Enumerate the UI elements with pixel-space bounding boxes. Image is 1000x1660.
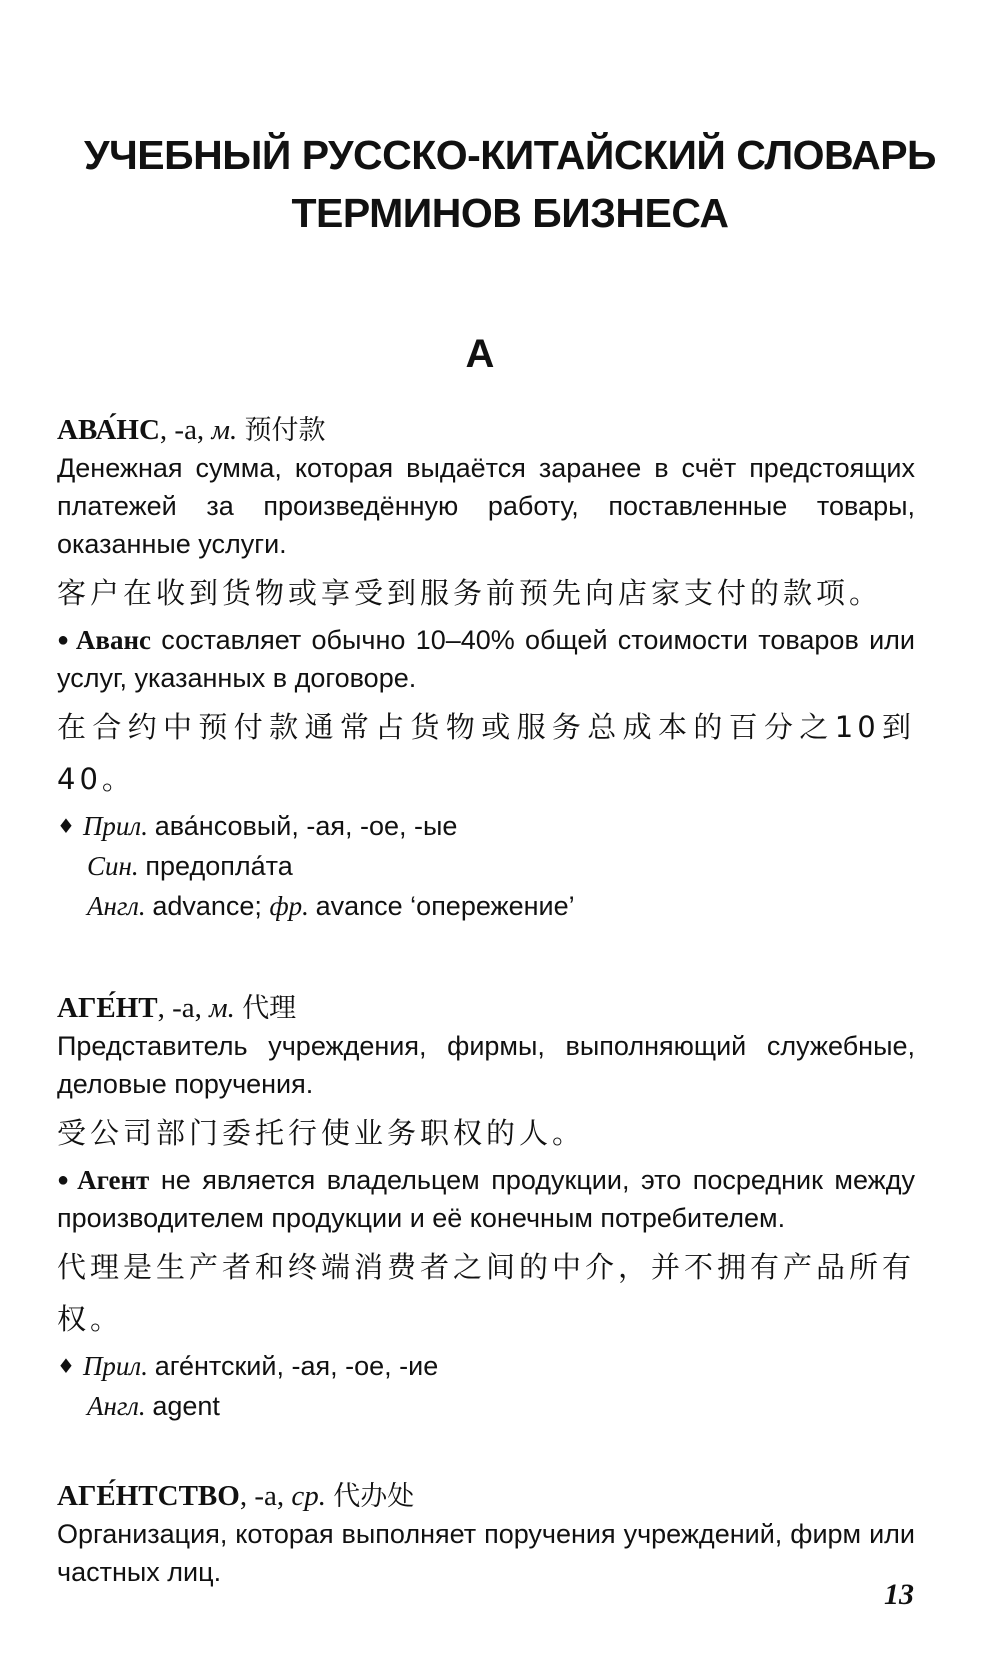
definition: Организация, которая выполняет поручения учреждений, фирм или частных лиц. [57, 1519, 915, 1587]
title-line-2: ТЕРМИНОВ БИЗНЕСА [291, 190, 729, 236]
entry-head [57, 1478, 915, 1515]
definition-chinese: 客户在收到货物或享受到服务前预先向店家支付的款项。 [57, 576, 883, 610]
word-forms: , -а, [157, 992, 210, 1024]
example-text: составляет обычно 10–40% общей стоимости товаров или услуг, указанных в договоре. [57, 625, 915, 693]
fr-label: фр. [269, 891, 309, 921]
page-number: 13 [884, 1578, 914, 1611]
example-chinese: 代理是生产者和终端消费者之间的中介，并不拥有产品所有权。 [57, 1250, 916, 1336]
chinese-translation: 预付款 [244, 415, 326, 446]
derivative-adjective [57, 1347, 915, 1385]
example [57, 1161, 915, 1237]
gender-label: м. [211, 414, 238, 446]
headword: АГЕ́НТСТВО [57, 1480, 240, 1512]
example [57, 621, 915, 697]
chinese-translation: 代理 [242, 993, 297, 1024]
section-letter: А [465, 332, 495, 376]
synonym [57, 847, 915, 885]
headword: АВА́НС [57, 414, 160, 446]
eng-label: Англ. [87, 1391, 146, 1421]
page-title [40, 126, 980, 242]
fr-value: avance ‘опережение’ [315, 891, 575, 921]
adj-label: Прил. [82, 811, 148, 841]
entry-head [57, 990, 915, 1027]
example-text: не является владельцем продукции, это посредник между производителем продукции и её конечным потребителем. [57, 1165, 915, 1233]
eng-value: agent [152, 1391, 220, 1421]
definition-chinese: 受公司部门委托行使业务职权的人。 [57, 1116, 586, 1150]
adj-value: аге́нтский, -ая, -ое, -ие [154, 1351, 439, 1381]
diamond-icon: ♦ [57, 1354, 75, 1378]
example-headword: Аванс [75, 625, 151, 655]
chinese-translation: 代办处 [333, 1481, 415, 1512]
gender-label: м. [209, 992, 235, 1024]
example-chinese: 在合约中预付款通常占货物或服务总成本的百分之10到40。 [57, 710, 915, 796]
entry-agentstvo [57, 1478, 915, 1591]
word-forms: , -а, [239, 1480, 292, 1512]
adj-label: Прил. [82, 1351, 148, 1381]
etymology [57, 1387, 915, 1425]
entry-head [57, 412, 915, 449]
bullet-icon: ● [57, 1169, 74, 1191]
diamond-icon: ♦ [57, 814, 75, 838]
example-headword: Агент [77, 1165, 150, 1195]
title-line-1: УЧЕБНЫЙ РУССКО-КИТАЙСКИЙ СЛОВАРЬ [83, 132, 937, 178]
adj-value: ава́нсовый, -ая, -ое, -ые [154, 811, 458, 841]
syn-value: предопла́та [145, 851, 293, 881]
eng-value: advance; [152, 891, 270, 921]
derivative-adjective [57, 807, 915, 845]
eng-label: Англ. [87, 891, 146, 921]
etymology [57, 887, 915, 925]
definition: Денежная сумма, которая выдаётся заранее в счёт предстоящих платежей за произведённую работу, поставленные товары, оказанные услуги. [57, 453, 915, 559]
definition: Представитель учреждения, фирмы, выполняющий служебные, деловые поручения. [57, 1031, 915, 1099]
headword: АГЕ́НТ [57, 992, 158, 1024]
word-forms: , -а, [159, 414, 212, 446]
bullet-icon: ● [57, 629, 72, 651]
gender-label: ср. [291, 1480, 326, 1512]
entry-agent [57, 990, 915, 1425]
syn-label: Син. [87, 851, 139, 881]
entry-avans [57, 412, 915, 925]
